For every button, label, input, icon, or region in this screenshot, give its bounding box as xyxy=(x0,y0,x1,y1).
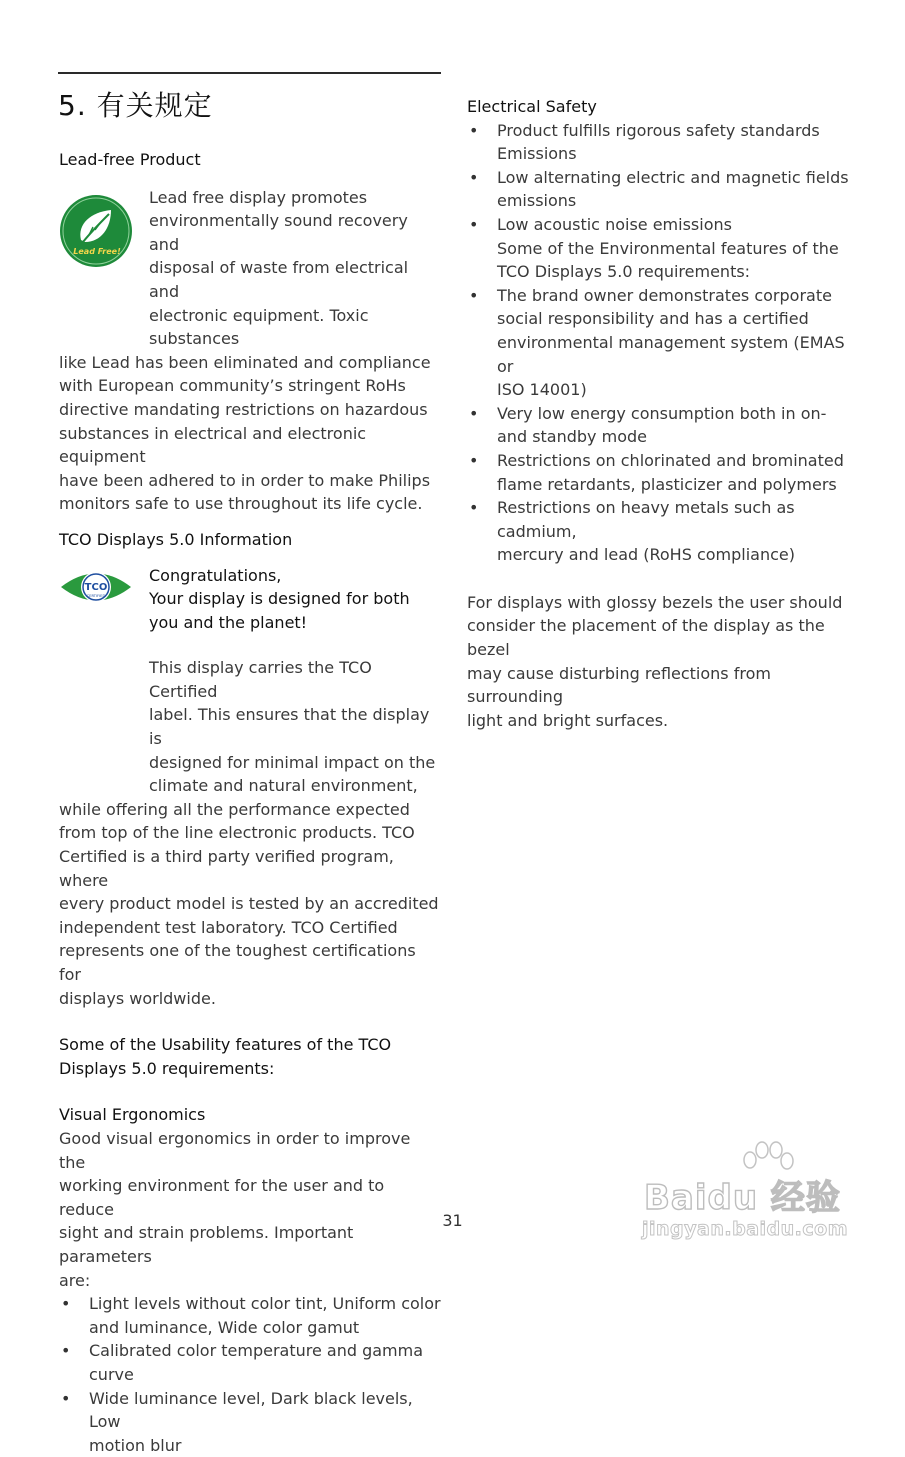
visual-intro-line: sight and strain problems. Important parameters xyxy=(59,1221,441,1268)
list-item: • Product fulfills rigorous safety standards Emissions xyxy=(467,119,857,166)
list-item: • Light levels without color tint, Uniform color and luminance, Wide color gamut xyxy=(59,1292,441,1339)
tco-certified-icon xyxy=(59,566,133,608)
left-column xyxy=(59,148,441,1457)
visual-bullet-list xyxy=(59,1292,441,1457)
tco-heading: TCO Displays 5.0 Information xyxy=(59,528,441,552)
visual-intro-line: working environment for the user and to reduce xyxy=(59,1174,441,1221)
glossy-note-line: consider the placement of the display as the bezel xyxy=(467,614,857,661)
lead-free-text-line: substances in electrical and electronic equipment xyxy=(59,422,441,469)
list-item: • Low acoustic noise emissions Some of the Environmental features of the TCO Displays 5.0 requirements: xyxy=(467,213,857,284)
lead-free-text-line: monitors safe to use throughout its life cycle. xyxy=(59,492,441,516)
lead-free-text-line: electronic equipment. Toxic substances xyxy=(149,304,441,351)
electrical-bullet-list xyxy=(467,119,857,567)
usability-heading xyxy=(59,1033,441,1080)
tco-congrats-line: Congratulations, xyxy=(149,564,441,588)
right-column xyxy=(467,95,857,732)
watermark xyxy=(640,1140,860,1250)
glossy-note-line: light and bright surfaces. xyxy=(467,709,857,733)
tco-text-line: represents one of the toughest certifications for xyxy=(59,939,441,986)
tco-block xyxy=(59,564,441,1011)
lead-free-text-line: have been adhered to in order to make Philips xyxy=(59,469,441,493)
tco-logo xyxy=(59,566,133,608)
tco-congrats-line: Your display is designed for both xyxy=(149,587,441,611)
lead-free-text-line: environmentally sound recovery and xyxy=(149,209,441,256)
tco-text-line: Certified is a third party verified program, where xyxy=(59,845,441,892)
bullet-icon: • xyxy=(61,1292,70,1316)
lead-free-heading: Lead-free Product xyxy=(59,148,441,172)
lead-free-text-line: Lead free display promotes xyxy=(149,186,441,210)
header-rule xyxy=(58,72,441,74)
tco-text-line: designed for minimal impact on the xyxy=(149,751,441,775)
tco-text-line: displays worldwide. xyxy=(59,987,441,1011)
svg-text:TCO: TCO xyxy=(85,582,108,593)
leaf-icon xyxy=(59,194,133,268)
glossy-note-line: may cause disturbing reflections from surrounding xyxy=(467,662,857,709)
glossy-note-line: For displays with glossy bezels the user should xyxy=(467,591,857,615)
svg-text:Lead Free!: Lead Free! xyxy=(73,247,121,256)
list-item: • Low alternating electric and magnetic fields emissions xyxy=(467,166,857,213)
lead-free-logo xyxy=(59,194,133,268)
page-number: 31 xyxy=(0,1211,905,1230)
lead-free-block xyxy=(59,186,441,516)
bullet-icon: • xyxy=(469,119,478,143)
visual-intro-line: Good visual ergonomics in order to improve the xyxy=(59,1127,441,1174)
bullet-icon: • xyxy=(469,402,478,426)
bullet-icon: • xyxy=(469,166,478,190)
visual-intro-line: are: xyxy=(59,1269,441,1293)
watermark-url: jingyan.baidu.com xyxy=(642,1218,848,1240)
list-item: • Calibrated color temperature and gamma curve xyxy=(59,1339,441,1386)
tco-text-line: climate and natural environment, xyxy=(149,774,441,798)
lead-free-text-line: like Lead has been eliminated and compliance xyxy=(59,351,441,375)
chapter-title: 5. 有关规定 xyxy=(58,84,213,124)
tco-text-line: every product model is tested by an accredited xyxy=(59,892,441,916)
tco-text-line: This display carries the TCO Certified xyxy=(149,656,441,703)
bullet-icon: • xyxy=(469,496,478,520)
visual-ergonomics-section xyxy=(59,1103,441,1457)
tco-text-line: label. This ensures that the display is xyxy=(149,703,441,750)
lead-free-text-line: directive mandating restrictions on hazardous xyxy=(59,398,441,422)
electrical-safety-heading: Electrical Safety xyxy=(467,95,857,119)
usability-heading-line: Some of the Usability features of the TCO xyxy=(59,1033,441,1057)
list-item: • The brand owner demonstrates corporate social responsibility and has a certified environmental management system (EMAS or ISO 14001) xyxy=(467,284,857,402)
lead-free-text-line: disposal of waste from electrical and xyxy=(149,256,441,303)
bullet-icon: • xyxy=(469,449,478,473)
list-item: • Very low energy consumption both in on- and standby mode xyxy=(467,402,857,449)
bullet-icon: • xyxy=(469,284,478,308)
usability-heading-line: Displays 5.0 requirements: xyxy=(59,1057,441,1081)
bullet-icon: • xyxy=(61,1387,70,1411)
list-item: • Restrictions on heavy metals such as cadmium, mercury and lead (RoHS compliance) xyxy=(467,496,857,567)
list-item: • Wide luminance level, Dark black levels, Low motion blur xyxy=(59,1387,441,1457)
tco-text-line: from top of the line electronic products. TCO xyxy=(59,821,441,845)
bullet-icon: • xyxy=(61,1339,70,1363)
lead-free-text-line: with European community’s stringent RoHs xyxy=(59,374,441,398)
watermark-brand: Baidu 经验 xyxy=(644,1170,841,1219)
tco-text-line: while offering all the performance expected xyxy=(59,798,441,822)
bullet-icon: • xyxy=(469,213,478,237)
glossy-bezel-note xyxy=(467,591,857,733)
svg-text:CERTIFIED: CERTIFIED xyxy=(87,594,106,598)
visual-ergonomics-heading: Visual Ergonomics xyxy=(59,1103,441,1127)
list-item: • Restrictions on chlorinated and brominated flame retardants, plasticizer and polymers xyxy=(467,449,857,496)
tco-congrats-line: you and the planet! xyxy=(149,611,441,635)
tco-text-line: independent test laboratory. TCO Certified xyxy=(59,916,441,940)
